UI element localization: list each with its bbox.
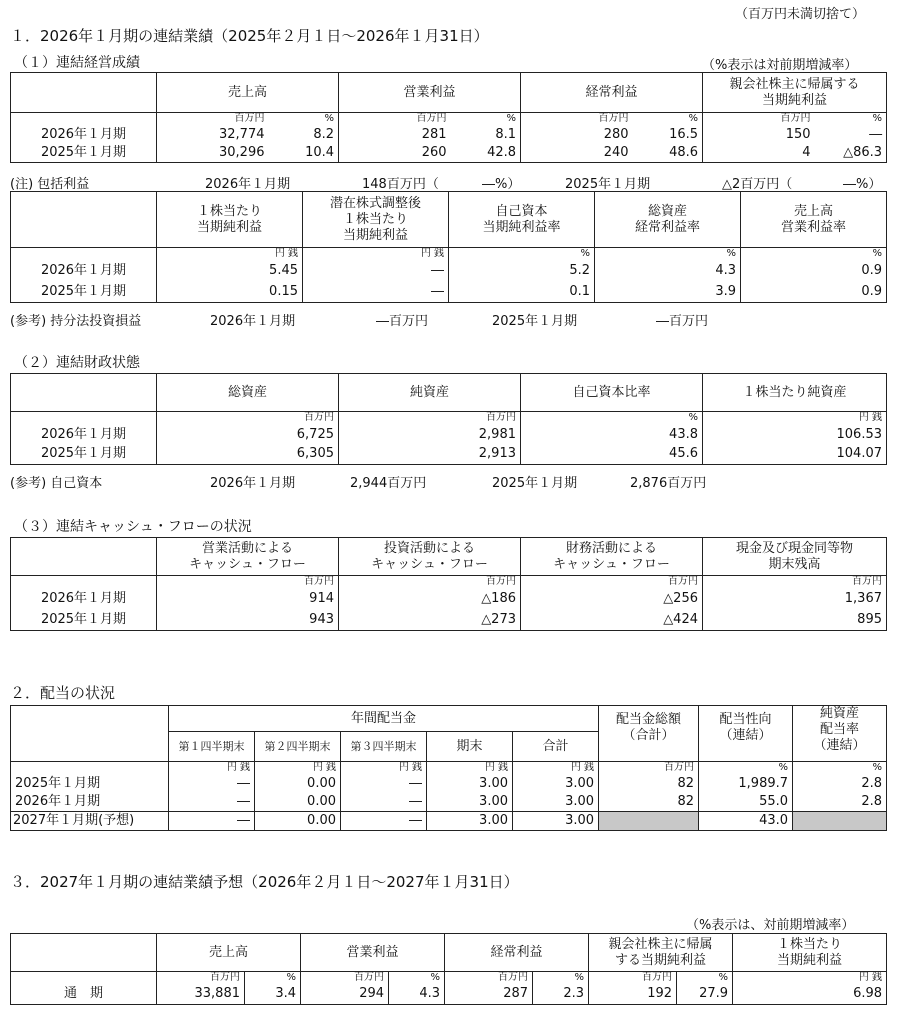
cell: 8.1 [451,126,521,144]
cell: 42.8 [451,144,521,163]
unit-cell: 円 銭 [341,762,427,775]
note-value: 148百万円（ [362,177,439,192]
cell: 2.8 [793,775,887,793]
cell: 0.9 [741,261,887,282]
cell: 3.00 [513,775,599,793]
header-annual-dividend: 年間配当金 [169,706,599,732]
cell: ― [303,282,449,303]
cell: 6.98 [733,985,887,1005]
unit-cell: % [699,762,793,775]
cell: ― [169,811,255,830]
cell: 3.00 [427,775,513,793]
cell: ― [169,775,255,793]
header-total-assets: 総資産 [157,374,339,412]
cell: △256 [521,589,703,610]
cell: 1,367 [703,589,887,610]
cell: 3.00 [427,811,513,830]
operating-results-table [10,72,887,163]
section-1-1-title: （１）連結経営成績 [14,55,140,71]
cell: 82 [599,793,699,812]
row-label: 2026年１月期 [11,126,157,144]
unit-cell: % [389,972,445,985]
cell: 150 [703,126,815,144]
section-3-title: ３．2027年１月期の連結業績予想（2026年２月１日～2027年１月31日） [10,873,519,891]
note-period: 2025年１月期 [565,177,651,192]
header-ordinary-profit: 経常利益 [521,73,703,113]
section-2-title: ２．配当の状況 [10,684,116,702]
cell: 2.8 [793,793,887,812]
cell: 0.9 [741,282,887,303]
table-row [11,985,887,1005]
cell: 4 [703,144,815,163]
cell: 2,913 [339,445,521,465]
unit-cell: 百万円 [521,113,633,126]
cell: 4.3 [389,985,445,1005]
cell: ― [303,261,449,282]
unit-cell: 百万円 [157,972,245,985]
header-sales: 売上高 [157,934,301,972]
unit-cell: 百万円 [157,412,339,425]
header-investing-cf: 投資活動による キャッシュ・フロー [339,538,521,576]
cell: 3.00 [427,793,513,812]
cell: 294 [301,985,389,1005]
cell: △86.3 [815,144,887,163]
cell: 10.4 [269,144,339,163]
unit-blank [11,762,169,775]
cell: 6,725 [157,425,339,445]
header-roa: 総資産 経常利益率 [595,192,741,248]
header-cash-balance: 現金及び現金同等物 期末残高 [703,538,887,576]
ratios-table [10,191,887,303]
unit-cell: % [633,113,703,126]
unit-cell: 百万円 [157,576,339,589]
equity-label: (参考) 自己資本 [10,476,103,491]
cell: 0.1 [449,282,595,303]
unit-cell: % [815,113,887,126]
cell: 27.9 [677,985,733,1005]
cell: △424 [521,610,703,631]
unit-cell: 百万円 [301,972,389,985]
comprehensive-income-label: (注) 包括利益 [10,177,90,192]
unit-cell: % [451,113,521,126]
forecast-table [10,933,887,1005]
cell: 32,774 [157,126,269,144]
unit-cell: % [677,972,733,985]
header-year-end: 期末 [427,732,513,762]
cell: 8.2 [269,126,339,144]
unit-cell: 百万円 [589,972,677,985]
table-row [11,445,887,465]
header-net-income: 親会社株主に帰属する 当期純利益 [703,73,887,113]
header-blank [11,934,157,972]
header-q3: 第３四半期末 [341,732,427,762]
unit-cell: 円 銭 [513,762,599,775]
unit-cell: % [245,972,301,985]
row-label: 通 期 [11,985,157,1005]
unit-cell: % [741,248,887,261]
note-period: 2025年１月期 [492,476,578,491]
table-row [11,589,887,610]
header-blank [11,538,157,576]
header-blank [11,73,157,113]
section-1-3-title: （３）連結キャッシュ・フローの状況 [14,519,252,535]
cell: 240 [521,144,633,163]
cell: ― [341,811,427,830]
shaded-cell [599,811,699,830]
header-operating-profit: 営業利益 [339,73,521,113]
unit-cell: % [595,248,741,261]
row-label: 2026年１月期 [11,589,157,610]
table-row [11,425,887,445]
cell: 0.00 [255,775,341,793]
cell: 1,989.7 [699,775,793,793]
cell: ― [169,793,255,812]
unit-cell: % [269,113,339,126]
cell: 0.00 [255,793,341,812]
cell: 4.3 [595,261,741,282]
cell: 0.15 [157,282,303,303]
cell: ― [341,775,427,793]
section-1-2-title: （２）連結財政状態 [14,355,140,371]
unit-cell: 円 銭 [733,972,887,985]
cell: 3.4 [245,985,301,1005]
header-sales: 売上高 [157,73,339,113]
row-label: 2025年１月期 [11,775,169,793]
cell: 281 [339,126,451,144]
unit-blank [11,576,157,589]
header-net-assets: 純資産 [339,374,521,412]
table-row [11,811,887,830]
unit-blank [11,412,157,425]
note-value: ―百万円 [656,314,709,329]
shaded-cell [793,811,887,830]
cell: 30,296 [157,144,269,163]
unit-cell: 円 銭 [157,248,303,261]
header-bps: １株当たり純資産 [703,374,887,412]
cell: 260 [339,144,451,163]
unit-cell: 百万円 [445,972,533,985]
header-roe: 自己資本 当期純利益率 [449,192,595,248]
unit-cell: 百万円 [521,576,703,589]
cell: 3.9 [595,282,741,303]
header-blank [11,706,169,732]
cell: 16.5 [633,126,703,144]
cell: 43.8 [521,425,703,445]
cell: 5.2 [449,261,595,282]
table-row [11,793,887,812]
cell: 943 [157,610,339,631]
unit-cell: 百万円 [157,113,269,126]
table-row [11,610,887,631]
header-diluted-eps: 潜在株式調整後 １株当たり 当期純利益 [303,192,449,248]
row-label: 2026年１月期 [11,261,157,282]
unit-blank [11,248,157,261]
unit-cell: 百万円 [703,113,815,126]
row-label: 2025年１月期 [11,282,157,303]
unit-cell: 百万円 [599,762,699,775]
cell: △186 [339,589,521,610]
header-blank [11,192,157,248]
header-financing-cf: 財務活動による キャッシュ・フロー [521,538,703,576]
unit-cell: 百万円 [339,412,521,425]
header-total-dividends: 配当金総額 （合計） [599,706,699,762]
header-q2: 第２四半期末 [255,732,341,762]
header-eps: １株当たり 当期純利益 [733,934,887,972]
unit-cell: 円 銭 [303,248,449,261]
row-label: 2027年１月期(予想) [11,811,169,830]
unit-cell: 百万円 [339,576,521,589]
cell: 895 [703,610,887,631]
note-value: ―百万円 [376,314,429,329]
table-row [11,261,887,282]
table-row [11,144,887,163]
row-label: 2026年１月期 [11,425,157,445]
forecast-percent-note: （%表示は、対前期増減率） [686,918,855,933]
note-value: ―%） [843,177,882,192]
header-blank [11,374,157,412]
unit-cell: % [533,972,589,985]
cell: 45.6 [521,445,703,465]
table-row [11,775,887,793]
header-net-income: 親会社株主に帰属 する当期純利益 [589,934,733,972]
cell: 48.6 [633,144,703,163]
note-value: 2,876百万円 [630,476,707,491]
note-period: 2025年１月期 [492,314,578,329]
unit-cell: 百万円 [703,576,887,589]
header-ordinary-profit: 経常利益 [445,934,589,972]
cash-flow-table [10,537,887,631]
cell: 2,981 [339,425,521,445]
header-op-margin: 売上高 営業利益率 [741,192,887,248]
cell: 287 [445,985,533,1005]
equity-method-label: (参考) 持分法投資損益 [10,314,142,329]
header-operating-profit: 営業利益 [301,934,445,972]
note-value: △2百万円（ [722,177,793,192]
header-q1: 第１四半期末 [169,732,255,762]
cell: ― [341,793,427,812]
header-operating-cf: 営業活動による キャッシュ・フロー [157,538,339,576]
header-eps: １株当たり 当期純利益 [157,192,303,248]
unit-cell: 円 銭 [169,762,255,775]
cell: △273 [339,610,521,631]
unit-cell: % [521,412,703,425]
row-label: 2025年１月期 [11,610,157,631]
note-value: 2,944百万円 [350,476,427,491]
cell: 106.53 [703,425,887,445]
note-period: 2026年１月期 [205,177,291,192]
cell: 2.3 [533,985,589,1005]
financial-position-table [10,373,887,465]
note-value: ―%） [482,177,521,192]
cell: 192 [589,985,677,1005]
unit-blank [11,113,157,126]
unit-cell: 百万円 [339,113,451,126]
percent-note: （%表示は対前期増減率） [702,58,858,73]
cell: 3.00 [513,811,599,830]
section-1-title: １．2026年１月期の連結業績（2025年２月１日～2026年１月31日） [10,27,489,45]
unit-cell: 円 銭 [255,762,341,775]
header-payout-ratio: 配当性向 （連結） [699,706,793,762]
cell: 0.00 [255,811,341,830]
unit-note: （百万円未満切捨て） [735,7,866,22]
header-doe: 純資産 配当率 （連結） [793,706,887,762]
note-period: 2026年１月期 [210,314,296,329]
row-label: 2025年１月期 [11,445,157,465]
header-equity-ratio: 自己資本比率 [521,374,703,412]
cell: 6,305 [157,445,339,465]
table-row [11,282,887,303]
cell: 3.00 [513,793,599,812]
cell: 55.0 [699,793,793,812]
cell: 5.45 [157,261,303,282]
unit-cell: 円 銭 [703,412,887,425]
row-label: 2026年１月期 [11,793,169,812]
cell: 33,881 [157,985,245,1005]
cell: ― [815,126,887,144]
unit-cell: % [449,248,595,261]
cell: 43.0 [699,811,793,830]
cell: 280 [521,126,633,144]
cell: 104.07 [703,445,887,465]
dividends-table [10,705,887,831]
table-row [11,126,887,144]
unit-blank [11,972,157,985]
row-label: 2025年１月期 [11,144,157,163]
unit-cell: 円 銭 [427,762,513,775]
header-blank [11,732,169,762]
cell: 914 [157,589,339,610]
note-period: 2026年１月期 [210,476,296,491]
cell: 82 [599,775,699,793]
header-total: 合計 [513,732,599,762]
unit-cell: % [793,762,887,775]
